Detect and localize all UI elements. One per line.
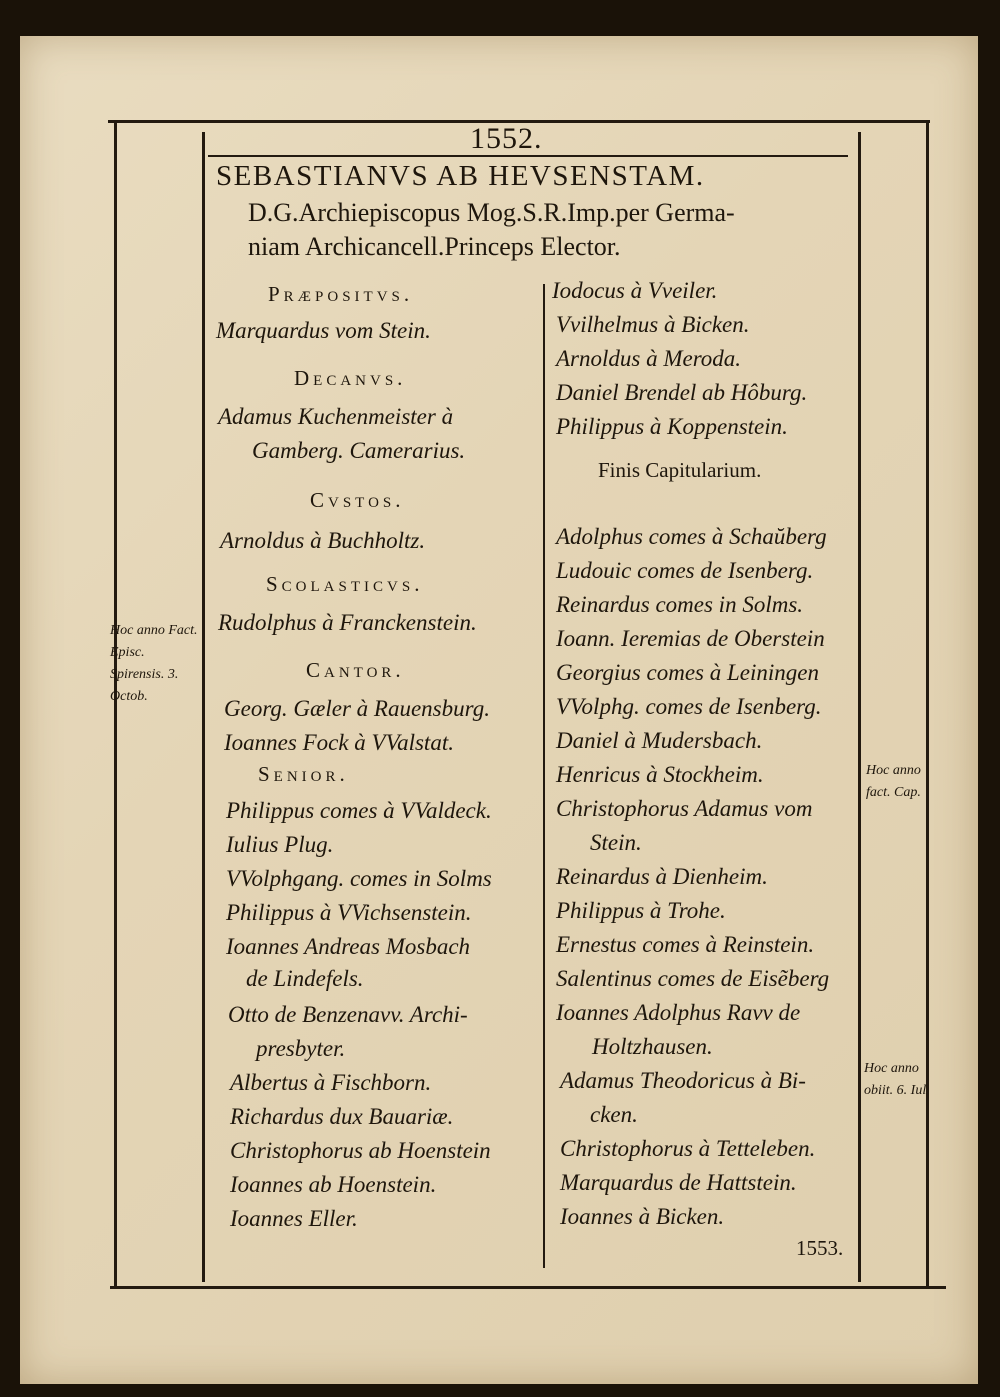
list-item: Stein. [590, 830, 642, 855]
finis-capitularium: Finis Capitularium. [598, 458, 762, 482]
list-item: Adolphus comes à Schaŭberg [556, 524, 827, 549]
title-line-2: D.G.Archiepiscopus Mog.S.R.Imp.per Germa- [248, 198, 735, 227]
list-item: Reinardus comes in Solms. [556, 592, 804, 617]
list-item: Henricus à Stockheim. [556, 762, 764, 787]
title-line-1: SEBASTIANVS AB HEVSENSTAM. [216, 160, 705, 192]
list-item: Salentinus comes de Eisẽberg [556, 966, 830, 991]
center-rule [543, 284, 545, 1268]
list-item: Rudolphus à Franckenstein. [218, 610, 477, 635]
list-item: Iulius Plug. [226, 832, 334, 857]
list-item: Christophorus Adamus vom [556, 796, 813, 821]
list-item: Philippus à VVichsenstein. [226, 900, 472, 925]
list-item: Gamberg. Camerarius. [252, 438, 466, 463]
praepositus-heading: Præpositvs. [268, 282, 414, 306]
list-item: Ioannes Fock à VValstat. [224, 730, 454, 755]
list-item: Ernestus comes à Reinstein. [556, 932, 815, 957]
page-number: 1552. [470, 122, 543, 155]
right-outer-rule [926, 122, 929, 1288]
list-item: Ioannes à Bicken. [560, 1204, 725, 1229]
list-item: Daniel à Mudersbach. [556, 728, 763, 753]
cantor-heading: Cantor. [306, 658, 405, 682]
list-item: Ioannes Eller. [230, 1206, 358, 1231]
list-item: Adamus Theodoricus à Bi- [560, 1068, 806, 1093]
right-inner-rule [858, 132, 861, 1282]
list-item: Georg. Gæler à Rauensburg. [224, 696, 490, 721]
list-item: Arnoldus à Buchholtz. [220, 528, 426, 553]
list-item: Marquardus vom Stein. [216, 318, 431, 343]
senior-heading: Senior. [258, 762, 349, 786]
list-item: presbyter. [256, 1036, 346, 1061]
list-item: de Lindefels. [246, 966, 364, 991]
list-item: Otto de Benzenavv. Archi- [228, 1002, 468, 1027]
list-item: Iodocus à Vveiler. [552, 278, 718, 303]
list-item: Ioannes Andreas Mosbach [226, 934, 471, 959]
list-item: Philippus comes à VValdeck. [226, 798, 492, 823]
decanus-heading: Decanvs. [294, 366, 407, 390]
margin-note-left: Hoc anno Fact. Episc. Spirensis. 3. Octob. [110, 623, 198, 704]
left-inner-rule [202, 132, 205, 1282]
book-page [20, 36, 978, 1384]
scolasticus-heading: Scolasticvs. [266, 572, 424, 596]
margin-note-right-2: Hoc anno obiit. 6. Iul [864, 1061, 927, 1098]
list-item: Ioannes ab Hoenstein. [230, 1172, 437, 1197]
list-item: Marquardus de Hattstein. [560, 1170, 797, 1195]
list-item: Philippus à Koppenstein. [556, 414, 788, 439]
bottom-rule [110, 1286, 946, 1289]
footer-page-number: 1553. [796, 1236, 844, 1260]
list-item: Adamus Kuchenmeister à [218, 404, 454, 429]
list-item: Christophorus à Tetteleben. [560, 1136, 816, 1161]
list-item: VVolphg. comes de Isenberg. [556, 694, 822, 719]
list-item: Ludouic comes de Isenberg. [556, 558, 814, 583]
list-item: cken. [590, 1102, 638, 1127]
list-item: Daniel Brendel ab Hôburg. [556, 380, 808, 405]
list-item: Ioann. Ieremias de Oberstein [556, 626, 825, 651]
list-item: Philippus à Trohe. [556, 898, 726, 923]
list-item: Christophorus ab Hoenstein [230, 1138, 491, 1163]
list-item: VVolphgang. comes in Solms [226, 866, 492, 891]
title-line-3: niam Archicancell.Princeps Elector. [248, 232, 621, 261]
list-item: Albertus à Fischborn. [230, 1070, 432, 1095]
list-item: Vvilhelmus à Bicken. [556, 312, 750, 337]
list-item: Reinardus à Dienheim. [556, 864, 768, 889]
list-item: Ioannes Adolphus Ravv de [556, 1000, 801, 1025]
margin-note-right-1: Hoc anno fact. Cap. [866, 763, 921, 800]
list-item: Richardus dux Bauariæ. [230, 1104, 454, 1129]
custos-heading: Cvstos. [310, 488, 405, 512]
list-item: Georgius comes à Leiningen [556, 660, 819, 685]
list-item: Holtzhausen. [592, 1034, 713, 1059]
list-item: Arnoldus à Meroda. [556, 346, 742, 371]
